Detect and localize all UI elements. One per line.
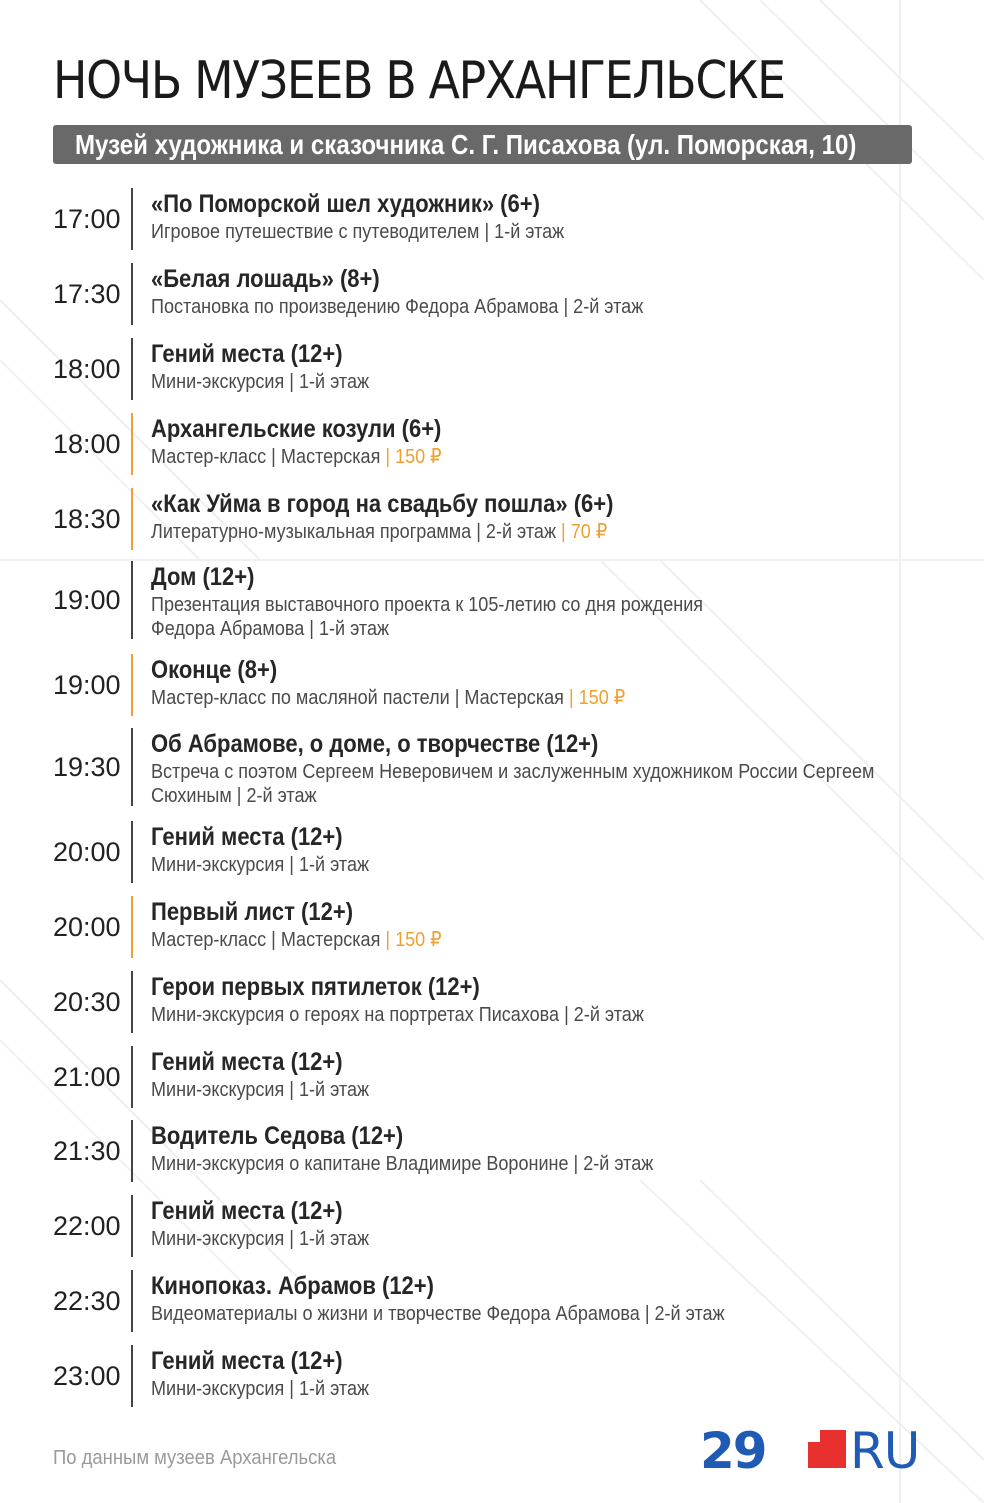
event-divider xyxy=(131,1345,133,1407)
logo-square-icon xyxy=(808,1430,846,1468)
event-divider-paid xyxy=(131,654,133,716)
event-title: Герои первых пятилеток (12+) xyxy=(151,973,480,1001)
event-title: «Как Уйма в город на свадьбу пошла» (6+) xyxy=(151,490,614,518)
event-details: Мастер-класс | Мастерская xyxy=(151,445,381,468)
schedule-item xyxy=(0,1046,984,1108)
event-details: Мини-экскурсия | 1-й этаж xyxy=(151,1377,370,1400)
event-title: Архангельские козули (6+) xyxy=(151,415,442,443)
schedule-item xyxy=(0,971,984,1033)
schedule-item xyxy=(0,263,984,325)
event-description xyxy=(151,295,925,319)
event-description xyxy=(151,593,749,641)
event-time: 20:00 xyxy=(53,837,121,867)
event-details: Мастер-класс по масляной пастели | Мастерская xyxy=(151,686,564,709)
event-time: 18:00 xyxy=(53,429,121,459)
event-divider-paid xyxy=(131,896,133,958)
event-description xyxy=(151,445,925,469)
event-details: Мини-экскурсия о героях на портретах Писахова | 2-й этаж xyxy=(151,1003,644,1026)
event-divider xyxy=(131,1195,133,1257)
event-title: Гений места (12+) xyxy=(151,1048,343,1076)
event-details: Постановка по произведению Федора Абрамова | 2-й этаж xyxy=(151,295,644,318)
event-time: 17:30 xyxy=(53,279,121,309)
event-description xyxy=(151,1152,925,1176)
event-divider-paid xyxy=(131,488,133,550)
logo-number: 29 xyxy=(700,1424,766,1474)
schedule-item xyxy=(0,1345,984,1407)
event-price: | 150 ₽ xyxy=(385,445,442,468)
event-details: Игровое путешествие с путеводителем | 1-й этаж xyxy=(151,220,565,243)
schedule-item xyxy=(0,821,984,883)
event-details: Мини-экскурсия о капитане Владимире Воронине | 2-й этаж xyxy=(151,1152,654,1175)
event-title: Гений места (12+) xyxy=(151,1347,343,1375)
schedule-item xyxy=(0,338,984,400)
schedule-item xyxy=(0,654,984,716)
schedule-item xyxy=(0,728,984,806)
event-divider xyxy=(131,188,133,250)
event-title: Гений места (12+) xyxy=(151,340,343,368)
event-price: | 150 ₽ xyxy=(385,928,442,951)
event-details: Презентация выставочного проекта к 105-летию со дня рождения Федора Абрамова | 1-й этаж xyxy=(151,593,704,640)
29ru-logo[interactable] xyxy=(700,1424,940,1474)
event-time: 18:00 xyxy=(53,354,121,384)
event-description xyxy=(151,1227,925,1251)
logo-suffix: RU xyxy=(850,1424,920,1474)
event-divider xyxy=(131,971,133,1033)
schedule-item xyxy=(0,488,984,550)
page-title: НОЧЬ МУЗЕЕВ В АРХАНГЕЛЬСКЕ xyxy=(53,51,785,111)
event-time: 22:00 xyxy=(53,1211,121,1241)
event-divider xyxy=(131,728,133,806)
event-title: «По Поморской шел художник» (6+) xyxy=(151,190,540,218)
event-details: Литературно-музыкальная программа | 2-й этаж xyxy=(151,520,557,543)
event-time: 20:30 xyxy=(53,987,121,1017)
event-price: | 150 ₽ xyxy=(568,686,626,709)
event-time: 20:00 xyxy=(53,912,121,942)
event-description xyxy=(151,928,925,952)
museum-header-bar xyxy=(53,125,912,164)
event-description xyxy=(151,220,925,244)
event-details: Встреча с поэтом Сергеем Неверовичем и заслуженным художником России Сергеем Сюхиным | 2-й этаж xyxy=(151,760,875,807)
event-divider xyxy=(131,263,133,325)
event-divider xyxy=(131,821,133,883)
schedule-item xyxy=(0,561,984,639)
event-description xyxy=(151,520,925,544)
event-description xyxy=(151,760,925,808)
event-title: Гений места (12+) xyxy=(151,823,343,851)
event-details: Мини-экскурсия | 1-й этаж xyxy=(151,1227,370,1250)
event-description xyxy=(151,1377,925,1401)
event-title: Дом (12+) xyxy=(151,563,255,591)
event-divider xyxy=(131,338,133,400)
event-time: 19:00 xyxy=(53,585,121,615)
event-title: Кинопоказ. Абрамов (12+) xyxy=(151,1272,434,1300)
schedule-item xyxy=(0,1195,984,1257)
event-time: 19:00 xyxy=(53,670,121,700)
event-description xyxy=(151,686,925,710)
schedule-item xyxy=(0,896,984,958)
event-details: Мастер-класс | Мастерская xyxy=(151,928,381,951)
event-details: Мини-экскурсия | 1-й этаж xyxy=(151,853,370,876)
event-title: Первый лист (12+) xyxy=(151,898,354,926)
event-divider xyxy=(131,1270,133,1332)
event-details: Мини-экскурсия | 1-й этаж xyxy=(151,370,370,393)
event-description xyxy=(151,853,925,877)
event-title: Об Абрамове, о доме, о творчестве (12+) xyxy=(151,730,599,758)
museum-name: Музей художника и сказочника С. Г. Писахова (ул. Поморская, 10) xyxy=(75,129,857,160)
event-divider xyxy=(131,1046,133,1108)
event-details: Видеоматериалы о жизни и творчестве Федора Абрамова | 2-й этаж xyxy=(151,1302,725,1325)
event-divider-paid xyxy=(131,413,133,475)
event-title: Оконце (8+) xyxy=(151,656,278,684)
event-title: Гений места (12+) xyxy=(151,1197,343,1225)
event-description xyxy=(151,1302,925,1326)
event-time: 19:30 xyxy=(53,752,121,782)
event-time: 22:30 xyxy=(53,1286,121,1316)
event-description xyxy=(151,370,925,394)
event-description xyxy=(151,1003,925,1027)
event-title: Водитель Седова (12+) xyxy=(151,1122,404,1150)
event-time: 21:00 xyxy=(53,1062,121,1092)
event-description xyxy=(151,1078,925,1102)
event-time: 23:00 xyxy=(53,1361,121,1391)
source-note: По данным музеев Архангельска xyxy=(53,1446,337,1469)
schedule-item xyxy=(0,1270,984,1332)
event-divider xyxy=(131,1120,133,1182)
schedule-item xyxy=(0,1120,984,1182)
event-title: «Белая лошадь» (8+) xyxy=(151,265,380,293)
event-time: 18:30 xyxy=(53,504,121,534)
event-details: Мини-экскурсия | 1-й этаж xyxy=(151,1078,370,1101)
schedule-item xyxy=(0,413,984,475)
event-time: 21:30 xyxy=(53,1136,121,1166)
event-divider xyxy=(131,561,133,639)
schedule-item xyxy=(0,188,984,250)
event-price: | 70 ₽ xyxy=(561,520,608,543)
event-time: 17:00 xyxy=(53,204,121,234)
